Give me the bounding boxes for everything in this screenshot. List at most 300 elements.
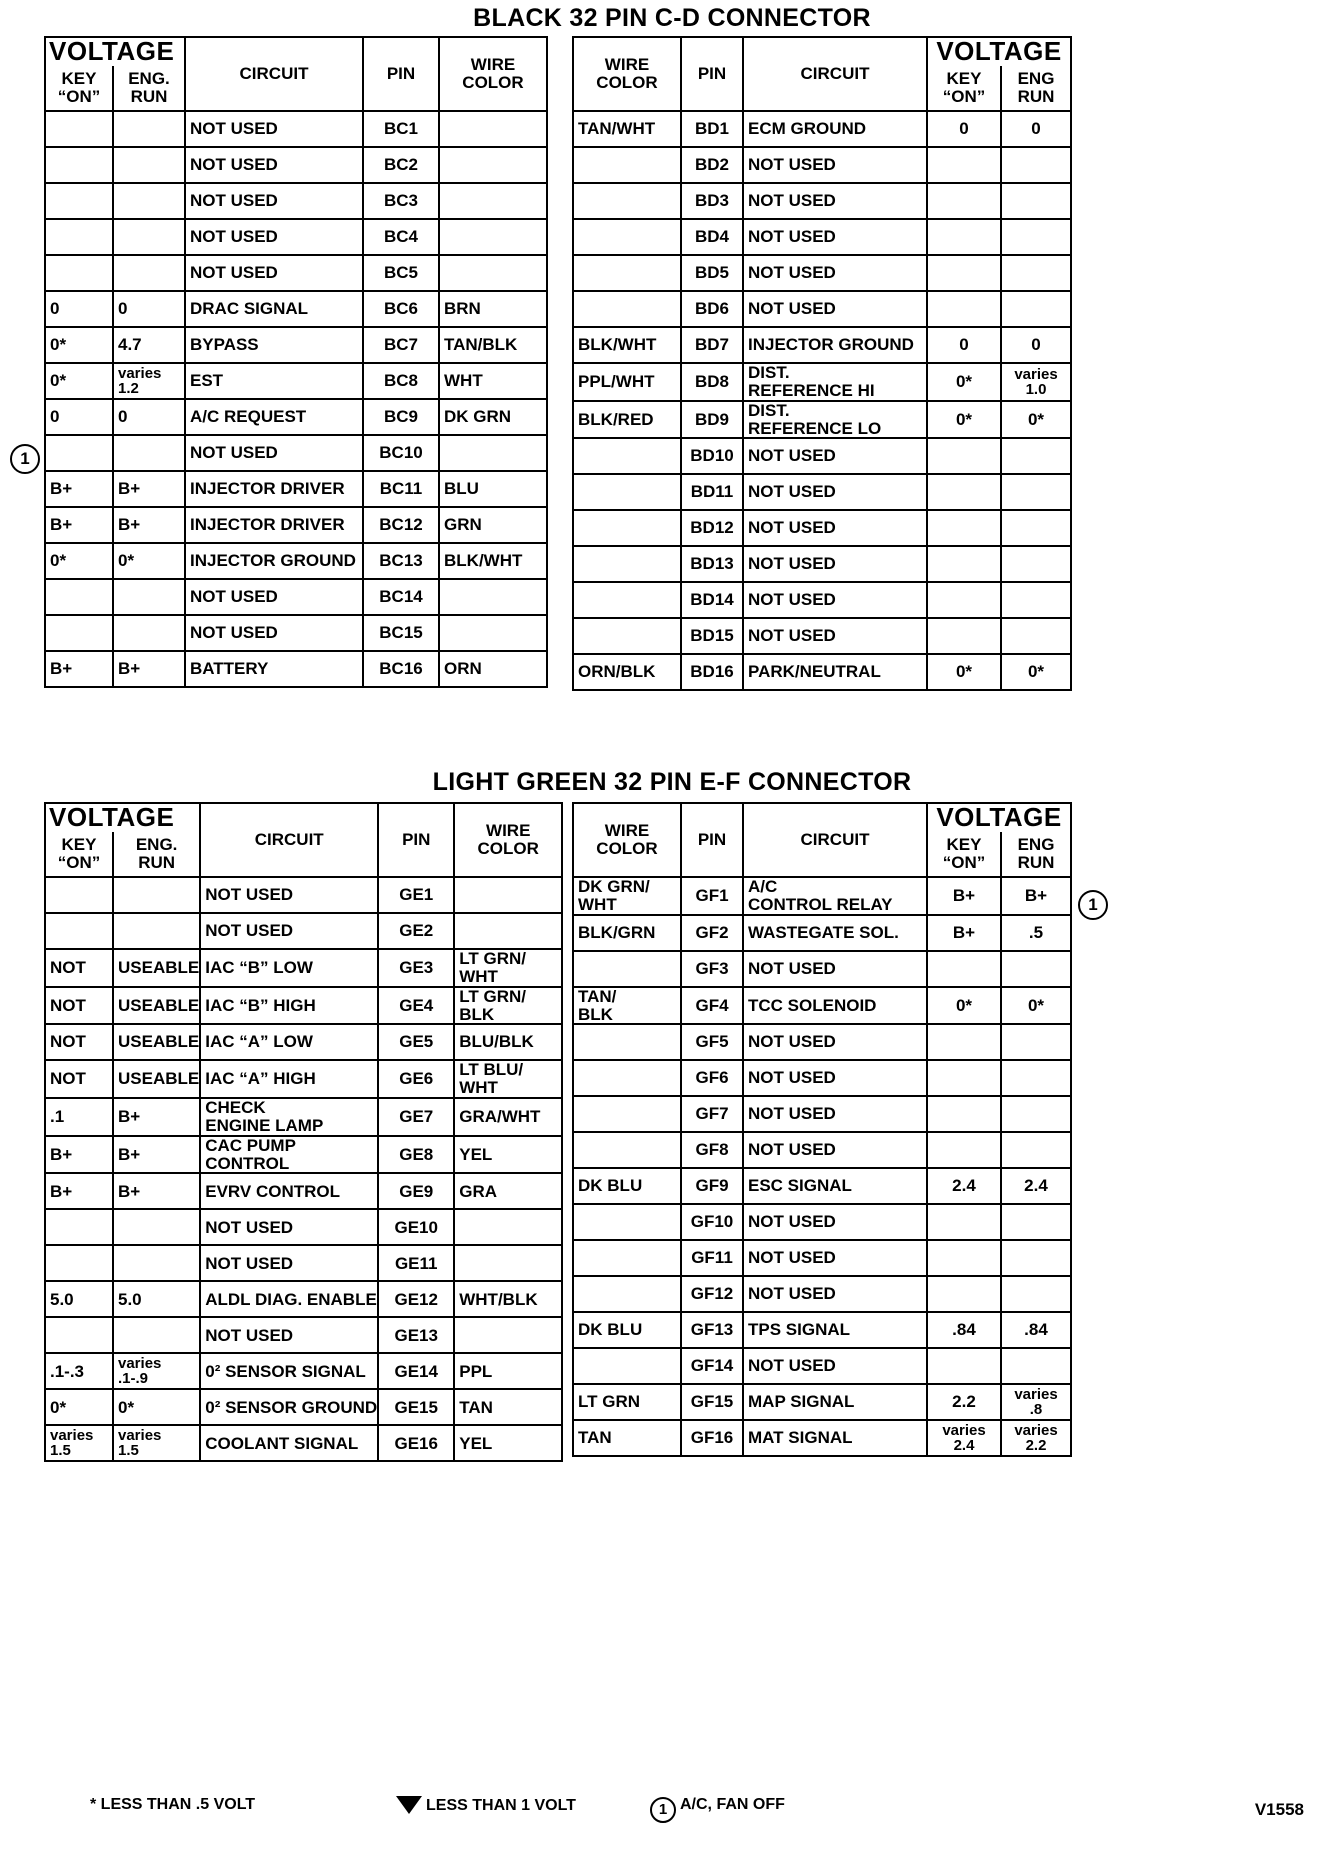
cell-eng-run: 0 [113,291,185,327]
cell-circuit: NOT USED [743,510,927,546]
triangle-icon [396,1796,422,1814]
cell-wire-color [573,546,681,582]
table-row [573,111,1071,147]
cell-circuit: NOT USED [743,1132,927,1168]
table-row [45,147,547,183]
footnote-triangle: LESS THAN 1 VOLT [396,1796,576,1815]
cell-wire-color: TAN [573,1420,681,1456]
cell-key-on [927,582,1001,618]
cell-circuit: NOT USED [200,913,378,949]
cell-wire-color: PPL/WHT [573,363,681,401]
table-row [45,327,547,363]
cell-pin: GF5 [681,1024,743,1060]
table-row [45,1281,562,1317]
cell-circuit: A/C REQUEST [185,399,363,435]
cell-key-on: .84 [927,1312,1001,1348]
cell-pin: GF7 [681,1096,743,1132]
table-row [573,877,1071,915]
cell-key-on [45,1209,113,1245]
cell-wire-color [573,291,681,327]
cell-pin: BC6 [363,291,439,327]
cell-eng-run: 4.7 [113,327,185,363]
cell-key-on: .1 [45,1098,113,1136]
table-row [45,291,547,327]
table-row [45,255,547,291]
cell-eng-run [113,913,200,949]
table-row [45,183,547,219]
cell-eng-run [1001,1060,1071,1096]
table-row [573,219,1071,255]
cell-circuit: NOT USED [743,147,927,183]
cell-wire-color: TAN/BLK [439,327,547,363]
cell-pin: GE9 [378,1173,454,1209]
table-row [45,1024,562,1060]
cell-circuit: ECM GROUND [743,111,927,147]
cell-pin: GF16 [681,1420,743,1456]
cell-pin: GE5 [378,1024,454,1060]
cell-wire-color [454,1209,562,1245]
header-wire-color-gf: WIRE COLOR [573,803,681,877]
table-row [573,327,1071,363]
cell-pin: BC1 [363,111,439,147]
cell-pin: GF2 [681,915,743,951]
cell-circuit: NOT USED [743,1348,927,1384]
cell-eng-run: B+ [113,1098,200,1136]
table-row [573,147,1071,183]
cell-key-on [927,1060,1001,1096]
cell-eng-run: USEABLE [113,1024,200,1060]
cell-circuit: NOT USED [185,579,363,615]
cell-key-on [45,255,113,291]
cell-pin: GE6 [378,1060,454,1098]
cell-wire-color [573,183,681,219]
header-wire-color-ge: WIRE COLOR [454,803,562,877]
cell-circuit: NOT USED [743,951,927,987]
cell-eng-run [113,1317,200,1353]
cell-eng-run [1001,291,1071,327]
cell-key-on: 0* [45,543,113,579]
cell-eng-run [1001,1348,1071,1384]
cell-wire-color [454,1317,562,1353]
cell-pin: BC9 [363,399,439,435]
cell-key-on [45,111,113,147]
cell-pin: BD3 [681,183,743,219]
cell-key-on: 0* [45,363,113,399]
cell-circuit: INJECTOR GROUND [185,543,363,579]
cell-eng-run: varies 1.2 [113,363,185,399]
cell-wire-color: PPL [454,1353,562,1389]
cell-eng-run: 0* [113,1389,200,1425]
cell-pin: BC8 [363,363,439,399]
table-bd [572,36,1072,691]
cell-circuit: IAC “B” LOW [200,949,378,987]
cell-eng-run [1001,510,1071,546]
cell-wire-color [573,1060,681,1096]
cell-wire-color: GRN [439,507,547,543]
cell-pin: BD2 [681,147,743,183]
cell-circuit: IAC “B” HIGH [200,987,378,1025]
cell-eng-run [1001,546,1071,582]
table-row [573,1420,1071,1456]
cell-key-on [927,1348,1001,1384]
cell-key-on: 2.2 [927,1384,1001,1420]
cell-circuit: NOT USED [185,219,363,255]
cell-circuit: NOT USED [743,618,927,654]
cell-eng-run: B+ [113,1173,200,1209]
header-key-on-ge: KEY “ON” [45,832,113,877]
cell-eng-run [1001,1132,1071,1168]
cell-eng-run: 5.0 [113,1281,200,1317]
cell-circuit: 0² SENSOR GROUND [200,1389,378,1425]
cell-key-on [927,147,1001,183]
cell-wire-color: LT GRN/ WHT [454,949,562,987]
cell-circuit: COOLANT SIGNAL [200,1425,378,1461]
cell-pin: GE7 [378,1098,454,1136]
header-pin-gf: PIN [681,803,743,877]
cell-circuit: NOT USED [185,435,363,471]
table-row [45,1245,562,1281]
footnotes [0,1790,1344,1830]
cell-pin: BD9 [681,401,743,439]
cell-key-on [927,1276,1001,1312]
cell-eng-run: 2.4 [1001,1168,1071,1204]
cell-pin: GF11 [681,1240,743,1276]
table-row [573,654,1071,690]
cell-circuit: NOT USED [743,255,927,291]
table-row [573,1384,1071,1420]
cell-pin: BD14 [681,582,743,618]
cell-circuit: ESC SIGNAL [743,1168,927,1204]
cell-wire-color: WHT [439,363,547,399]
cell-pin: BD6 [681,291,743,327]
table-row [45,507,547,543]
cell-eng-run [113,579,185,615]
cell-eng-run: 0* [113,543,185,579]
section-title-ef: LIGHT GREEN 32 PIN E-F CONNECTOR [432,768,912,796]
header-voltage-gf: VOLTAGE [927,803,1071,832]
table-bc [44,36,548,688]
cell-key-on [45,183,113,219]
cell-wire-color [439,219,547,255]
cell-key-on: NOT [45,949,113,987]
cell-wire-color: DK BLU [573,1168,681,1204]
cell-wire-color [573,1204,681,1240]
cell-circuit: NOT USED [743,291,927,327]
header-key-on-bc: KEY “ON” [45,66,113,111]
cell-eng-run: 0* [1001,654,1071,690]
cell-pin: BD1 [681,111,743,147]
cell-circuit: NOT USED [743,1276,927,1312]
cell-pin: GF4 [681,987,743,1025]
cell-eng-run [113,147,185,183]
cell-pin: GF6 [681,1060,743,1096]
table-row [45,1209,562,1245]
cell-wire-color [573,438,681,474]
cell-wire-color [439,435,547,471]
cell-wire-color: TAN [454,1389,562,1425]
cell-wire-color: DK BLU [573,1312,681,1348]
cell-key-on: 0* [927,401,1001,439]
cell-key-on [927,255,1001,291]
cell-wire-color: DK GRN/ WHT [573,877,681,915]
cell-wire-color: WHT/BLK [454,1281,562,1317]
table-row [45,877,562,913]
cell-eng-run [1001,147,1071,183]
cell-circuit: MAP SIGNAL [743,1384,927,1420]
cell-key-on: 0 [45,291,113,327]
cell-wire-color [439,111,547,147]
cell-key-on: 0* [927,363,1001,401]
cell-eng-run [1001,582,1071,618]
cell-eng-run [113,877,200,913]
cell-wire-color [573,147,681,183]
cell-circuit: NOT USED [743,438,927,474]
cell-circuit: BATTERY [185,651,363,687]
cell-pin: GF8 [681,1132,743,1168]
cell-key-on [927,219,1001,255]
cell-pin: GE13 [378,1317,454,1353]
cell-pin: GF14 [681,1348,743,1384]
cell-wire-color [573,1132,681,1168]
header-voltage-bc: VOLTAGE [45,37,185,66]
cell-wire-color: BLK/GRN [573,915,681,951]
table-gf [572,802,1072,1457]
cell-key-on: B+ [45,507,113,543]
table-row [573,915,1071,951]
cell-eng-run [113,219,185,255]
cell-wire-color [573,255,681,291]
cell-key-on [927,1024,1001,1060]
cell-pin: BC16 [363,651,439,687]
cell-pin: GE15 [378,1389,454,1425]
cell-key-on [45,579,113,615]
cell-eng-run [113,255,185,291]
cell-wire-color [573,618,681,654]
cell-circuit: BYPASS [185,327,363,363]
table-row [45,1389,562,1425]
cell-wire-color: BLU/BLK [454,1024,562,1060]
cell-eng-run [1001,1204,1071,1240]
cell-key-on: 5.0 [45,1281,113,1317]
cell-eng-run: 0 [113,399,185,435]
cell-pin: GE2 [378,913,454,949]
cell-pin: GF10 [681,1204,743,1240]
header-eng-run-gf: ENG RUN [1001,832,1071,877]
cell-key-on [45,913,113,949]
cell-key-on [927,438,1001,474]
cell-circuit: NOT USED [743,582,927,618]
header-pin-bc: PIN [363,37,439,111]
cell-pin: GF15 [681,1384,743,1420]
cell-circuit: NOT USED [200,1209,378,1245]
cell-circuit: WASTEGATE SOL. [743,915,927,951]
cell-pin: GF13 [681,1312,743,1348]
cell-eng-run [113,111,185,147]
cell-key-on: 0 [927,327,1001,363]
cell-wire-color [454,913,562,949]
cell-wire-color [573,510,681,546]
cell-circuit: NOT USED [185,255,363,291]
cell-eng-run [113,615,185,651]
cell-wire-color [573,1348,681,1384]
cell-circuit: DIST. REFERENCE HI [743,363,927,401]
cell-key-on: varies 2.4 [927,1420,1001,1456]
cell-key-on: B+ [927,877,1001,915]
cell-key-on: 0* [45,1389,113,1425]
cell-eng-run [113,1209,200,1245]
cell-key-on [927,1096,1001,1132]
cell-circuit: INJECTOR DRIVER [185,507,363,543]
cell-key-on: varies 1.5 [45,1425,113,1461]
table-row [45,1425,562,1461]
cell-pin: BD5 [681,255,743,291]
cell-eng-run: B+ [113,651,185,687]
cell-circuit: TCC SOLENOID [743,987,927,1025]
cell-wire-color: BLU [439,471,547,507]
cell-wire-color: YEL [454,1425,562,1461]
cell-wire-color [573,1024,681,1060]
header-pin-bd: PIN [681,37,743,111]
header-circuit-gf: CIRCUIT [743,803,927,877]
cell-pin: GE4 [378,987,454,1025]
cell-circuit: NOT USED [743,1204,927,1240]
table-row [573,582,1071,618]
table-row [573,438,1071,474]
cell-eng-run: B+ [113,1136,200,1174]
table-row [45,363,547,399]
table-row [45,1060,562,1098]
cell-key-on [927,618,1001,654]
cell-eng-run: varies 1.0 [1001,363,1071,401]
cell-key-on [927,951,1001,987]
cell-pin: GE16 [378,1425,454,1461]
cell-pin: BC12 [363,507,439,543]
cell-pin: GE14 [378,1353,454,1389]
table-row [45,615,547,651]
cell-circuit: NOT USED [200,877,378,913]
cell-key-on [45,147,113,183]
cell-wire-color: BRN [439,291,547,327]
cell-wire-color [573,1240,681,1276]
cell-circuit: NOT USED [743,546,927,582]
cell-circuit: TPS SIGNAL [743,1312,927,1348]
cell-circuit: NOT USED [200,1317,378,1353]
table-row [573,363,1071,401]
table-row [573,401,1071,439]
table-row [45,1136,562,1174]
cell-pin: BC13 [363,543,439,579]
cell-eng-run [1001,1276,1071,1312]
cell-circuit: INJECTOR GROUND [743,327,927,363]
header-voltage-ge: VOLTAGE [45,803,200,832]
cell-wire-color [573,1276,681,1312]
figure-code: V1558 [1254,1800,1304,1819]
cell-wire-color: BLK/RED [573,401,681,439]
table-row [45,579,547,615]
cell-eng-run [113,1245,200,1281]
cell-key-on [927,510,1001,546]
header-voltage-bd: VOLTAGE [927,37,1071,66]
table-row [45,1317,562,1353]
table-ge [44,802,563,1462]
cell-circuit: NOT USED [743,183,927,219]
cell-key-on: NOT [45,1024,113,1060]
cell-eng-run [1001,1024,1071,1060]
table-row [573,255,1071,291]
table-row [45,913,562,949]
section-title-cd: BLACK 32 PIN C-D CONNECTOR [473,4,871,32]
cell-eng-run [1001,951,1071,987]
cell-wire-color [439,255,547,291]
cell-pin: BD12 [681,510,743,546]
cell-key-on: B+ [45,651,113,687]
header-wire-color-bd: WIRE COLOR [573,37,681,111]
table-row [45,219,547,255]
table-row [573,1168,1071,1204]
table-row [573,1312,1071,1348]
cell-eng-run [1001,1096,1071,1132]
cell-eng-run: 0* [1001,401,1071,439]
header-key-on-gf: KEY “ON” [927,832,1001,877]
callout-marker-left: 1 [10,444,40,474]
cell-eng-run: 0* [1001,987,1071,1025]
header-circuit-bd: CIRCUIT [743,37,927,111]
cell-pin: BD8 [681,363,743,401]
cell-key-on [45,877,113,913]
cell-wire-color: GRA/WHT [454,1098,562,1136]
cell-eng-run: varies 2.2 [1001,1420,1071,1456]
cell-key-on [45,435,113,471]
table-row [573,951,1071,987]
cell-eng-run: varies .1-.9 [113,1353,200,1389]
cell-key-on [927,474,1001,510]
cell-key-on: NOT [45,987,113,1025]
table-row [573,1132,1071,1168]
cell-key-on: 0 [45,399,113,435]
cell-key-on: 2.4 [927,1168,1001,1204]
cell-eng-run [113,435,185,471]
cell-key-on [927,291,1001,327]
cell-wire-color: GRA [454,1173,562,1209]
table-row [45,1098,562,1136]
cell-key-on: B+ [45,1173,113,1209]
cell-wire-color: LT GRN [573,1384,681,1420]
cell-pin: BD11 [681,474,743,510]
table-row [573,1276,1071,1312]
cell-key-on [927,546,1001,582]
table-row [45,987,562,1025]
cell-circuit: DIST. REFERENCE LO [743,401,927,439]
cell-key-on [45,1317,113,1353]
cell-wire-color: TAN/ BLK [573,987,681,1025]
cell-circuit: NOT USED [743,474,927,510]
table-row [573,1204,1071,1240]
table-row [573,546,1071,582]
cell-pin: BD15 [681,618,743,654]
cell-key-on [927,183,1001,219]
cell-wire-color: LT BLU/ WHT [454,1060,562,1098]
table-row [45,1173,562,1209]
cell-eng-run: B+ [1001,877,1071,915]
cell-pin: GF9 [681,1168,743,1204]
header-circuit-ge: CIRCUIT [200,803,378,877]
cell-circuit: NOT USED [185,615,363,651]
cell-wire-color: LT GRN/ BLK [454,987,562,1025]
cell-wire-color [454,1245,562,1281]
cell-circuit: A/C CONTROL RELAY [743,877,927,915]
cell-eng-run: USEABLE [113,987,200,1025]
cell-wire-color: TAN/WHT [573,111,681,147]
